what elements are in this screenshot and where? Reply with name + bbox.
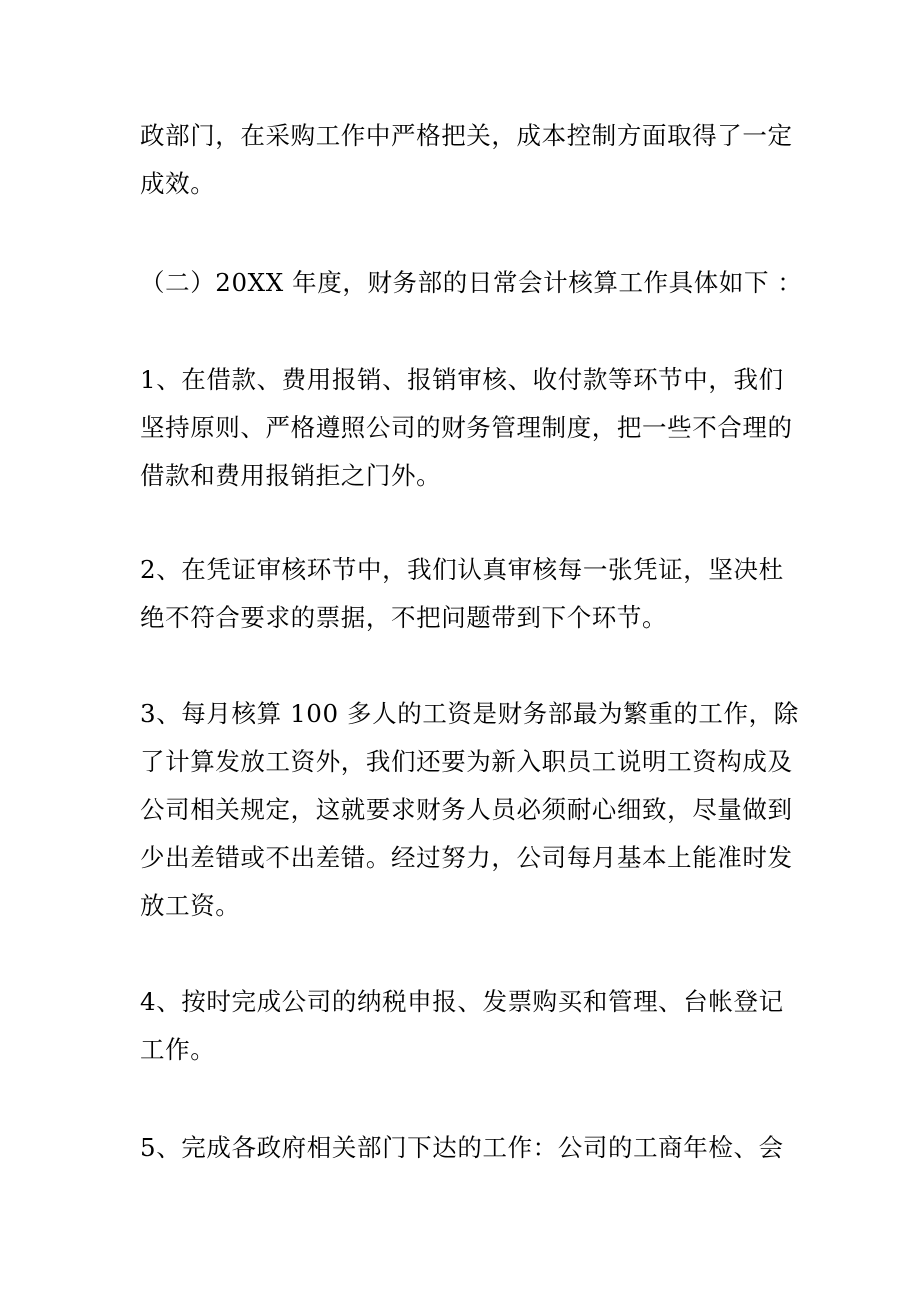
text-line: 2、在凭证审核环节中，我们认真审核每一张凭证，坚决杜 — [140, 555, 784, 584]
text-line: 1、在借款、费用报销、报销审核、收付款等环节中，我们 — [140, 365, 784, 394]
text-line: 5、完成各政府相关部门下达的工作：公司的工商年检、会 — [140, 1133, 784, 1162]
text-line: 坚持原则、严格遵照公司的财务管理制度，把一些不合理的 — [140, 413, 793, 442]
paragraph-item-2-voucher-review — [140, 546, 788, 642]
text-line: 公司相关规定，这就要求财务人员必须耐心细致，尽量做到 — [140, 795, 793, 824]
text-line: 少出差错或不出差错。经过努力，公司每月基本上能准时发 — [140, 843, 793, 872]
paragraph-item-5-government-tasks — [140, 1124, 788, 1172]
text-line: 成效。 — [140, 169, 216, 198]
text-line: 3、每月核算 100 多人的工资是财务部最为繁重的工作，除 — [140, 699, 799, 728]
text-line: 政部门，在采购工作中严格把关，成本控制方面取得了一定 — [140, 121, 793, 150]
text-line: 放工资。 — [140, 891, 241, 920]
text-line: 工作。 — [140, 1035, 216, 1064]
paragraph-item-1-reimbursement — [140, 356, 793, 500]
section-heading-accounting — [140, 259, 803, 307]
text-line: 了计算发放工资外，我们还要为新入职员工说明工资构成及 — [140, 747, 793, 776]
text-line: 借款和费用报销拒之门外。 — [140, 461, 442, 490]
text-line: （二）20XX 年度，财务部的日常会计核算工作具体如下 ： — [140, 268, 803, 297]
paragraph-procurement-cost — [140, 112, 793, 208]
paragraph-item-3-payroll — [140, 690, 799, 930]
text-line: 绝不符合要求的票据，不把问题带到下个环节。 — [140, 603, 668, 632]
text-line: 4、按时完成公司的纳税申报、发票购买和管理、台帐登记 — [140, 987, 784, 1016]
paragraph-item-4-tax-filing — [140, 978, 788, 1074]
